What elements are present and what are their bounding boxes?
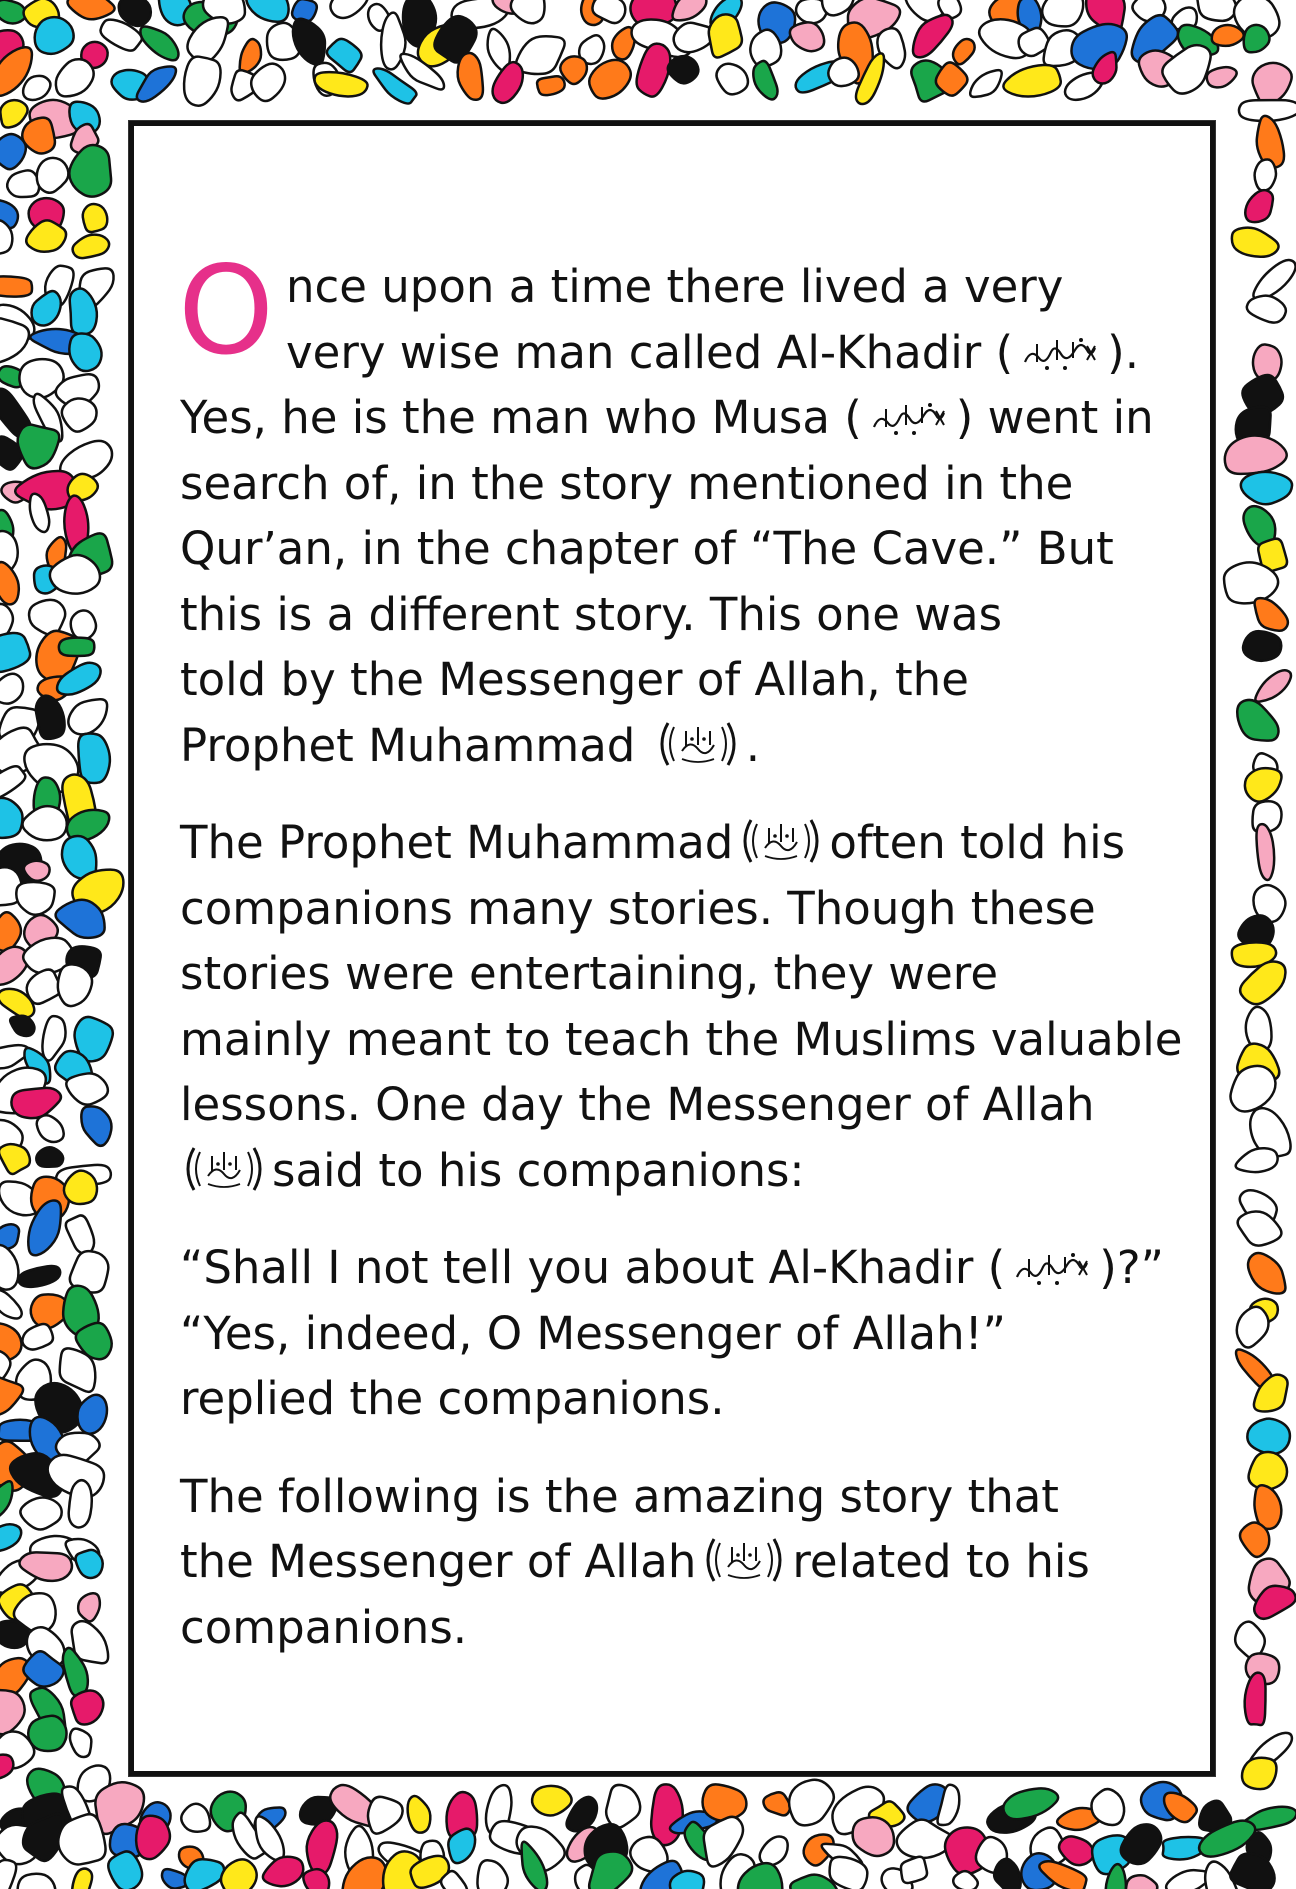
- confetti-piece: [33, 693, 68, 741]
- confetti-piece: [596, 1779, 646, 1831]
- text-line: search of, in the story mentioned in the: [180, 456, 1074, 510]
- text-line: Qur’an, in the chapter of “The Cave.” But: [180, 522, 1114, 575]
- confetti-piece: [536, 74, 566, 97]
- confetti-piece: [1056, 1834, 1097, 1868]
- confetti-piece: [59, 638, 95, 656]
- alayhi-salam-calligraphy-icon: [1017, 332, 1103, 376]
- text-line: said to his companions:: [180, 1138, 1190, 1204]
- salawat-calligraphy-icon: [180, 1142, 268, 1196]
- alayhi-salam-calligraphy-icon: [1009, 1247, 1095, 1291]
- text-line: companions many stories. Though these: [180, 881, 1096, 935]
- confetti-piece: [80, 201, 110, 233]
- confetti-piece: [1243, 24, 1270, 53]
- text-line: “Shall I not tell you about Al-Khadir ( )?”: [180, 1241, 1164, 1294]
- confetti-piece: [1205, 64, 1239, 90]
- confetti-piece: [1001, 1785, 1061, 1822]
- confetti-piece: [0, 628, 33, 676]
- confetti-piece: [713, 57, 753, 98]
- confetti-piece: [15, 881, 55, 916]
- text-line: Yes, he is the man who Musa ( ) went in: [180, 391, 1154, 444]
- confetti-piece: [1230, 226, 1280, 259]
- confetti-piece: [0, 795, 25, 841]
- confetti-piece: [68, 1867, 94, 1889]
- text-line: stories were entertaining, they were: [180, 947, 998, 1000]
- text-line: very wise man called Al-Khadir ( ).: [286, 325, 1140, 379]
- text-line: The following is the amazing story that: [180, 1469, 1059, 1523]
- paragraph-1: [178, 240, 1190, 778]
- confetti-piece: [1227, 694, 1285, 752]
- text-line: Prophet Muhammad .: [180, 718, 760, 772]
- text-line: “Yes, indeed, O Messenger of Allah!”: [180, 1306, 1006, 1360]
- confetti-piece: [0, 1519, 26, 1557]
- confetti-piece: [74, 1547, 107, 1581]
- story-panel: [129, 121, 1215, 1776]
- confetti-piece: [781, 1772, 839, 1834]
- confetti-piece: [1233, 1145, 1280, 1177]
- confetti-piece: [1255, 823, 1276, 880]
- confetti-piece: [0, 670, 26, 707]
- salawat-calligraphy-icon: [700, 1533, 788, 1587]
- paragraph-4: [180, 1464, 1190, 1661]
- text-line: companions.: [180, 1600, 468, 1654]
- confetti-piece: [457, 52, 483, 100]
- salawat-calligraphy-icon: [654, 717, 742, 771]
- text-line: The Prophet Muhammad often told his: [180, 816, 1126, 869]
- confetti-piece: [1240, 1247, 1295, 1302]
- confetti-piece: [1241, 763, 1283, 806]
- confetti-piece: [65, 331, 105, 373]
- text-line: mainly meant to teach the Muslims valuable: [180, 1012, 1183, 1066]
- confetti-piece: [475, 1859, 511, 1889]
- alayhi-salam-calligraphy-icon: [866, 397, 952, 441]
- text-line: the Messenger of Allah related to his: [180, 1535, 1090, 1588]
- drop-cap-letter: O: [178, 240, 275, 382]
- confetti-piece: [404, 1794, 433, 1835]
- confetti-piece: [1225, 436, 1287, 474]
- confetti-piece: [181, 55, 223, 108]
- confetti-piece: [1244, 289, 1289, 327]
- confetti-piece: [966, 64, 1008, 104]
- confetti-piece: [79, 1103, 115, 1148]
- text-line: told by the Messenger of Allah, the: [180, 653, 969, 706]
- confetti-piece: [19, 1321, 56, 1353]
- paragraph-3: [180, 1235, 1190, 1432]
- confetti-piece: [22, 805, 68, 841]
- confetti-piece: [60, 138, 126, 205]
- confetti-piece: [73, 1588, 106, 1623]
- confetti-piece: [35, 156, 70, 194]
- confetti-piece: [1244, 1672, 1266, 1725]
- confetti-piece: [1228, 1848, 1282, 1889]
- confetti-piece: [1239, 185, 1282, 228]
- text-line: nce upon a time there lived a very: [286, 260, 1064, 313]
- confetti-piece: [65, 1724, 97, 1760]
- confetti-piece: [260, 1853, 307, 1889]
- confetti-piece: [1233, 1207, 1286, 1252]
- confetti-piece: [71, 233, 110, 259]
- confetti-piece: [748, 59, 781, 103]
- drop-cap: [178, 240, 278, 382]
- confetti-piece: [0, 275, 33, 298]
- confetti-piece: [299, 1816, 344, 1876]
- confetti-piece: [1001, 61, 1063, 102]
- confetti-piece: [0, 1285, 25, 1324]
- confetti-piece: [0, 1690, 25, 1735]
- confetti-piece: [36, 1147, 63, 1167]
- confetti-piece: [532, 1785, 573, 1816]
- text-line: lessons. One day the Messenger of Allah: [180, 1078, 1095, 1131]
- confetti-piece: [1252, 158, 1278, 191]
- text-line: this is a different story. This one was: [180, 587, 1003, 641]
- confetti-piece: [180, 1803, 211, 1834]
- salawat-calligraphy-icon: [737, 814, 825, 868]
- confetti-piece: [18, 1494, 63, 1532]
- paragraph-2: [180, 810, 1190, 1203]
- text-line: replied the companions.: [180, 1372, 725, 1425]
- confetti-piece: [17, 1264, 62, 1290]
- story-text: [178, 240, 1190, 1692]
- confetti-piece: [898, 1856, 929, 1885]
- confetti-piece: [312, 69, 369, 101]
